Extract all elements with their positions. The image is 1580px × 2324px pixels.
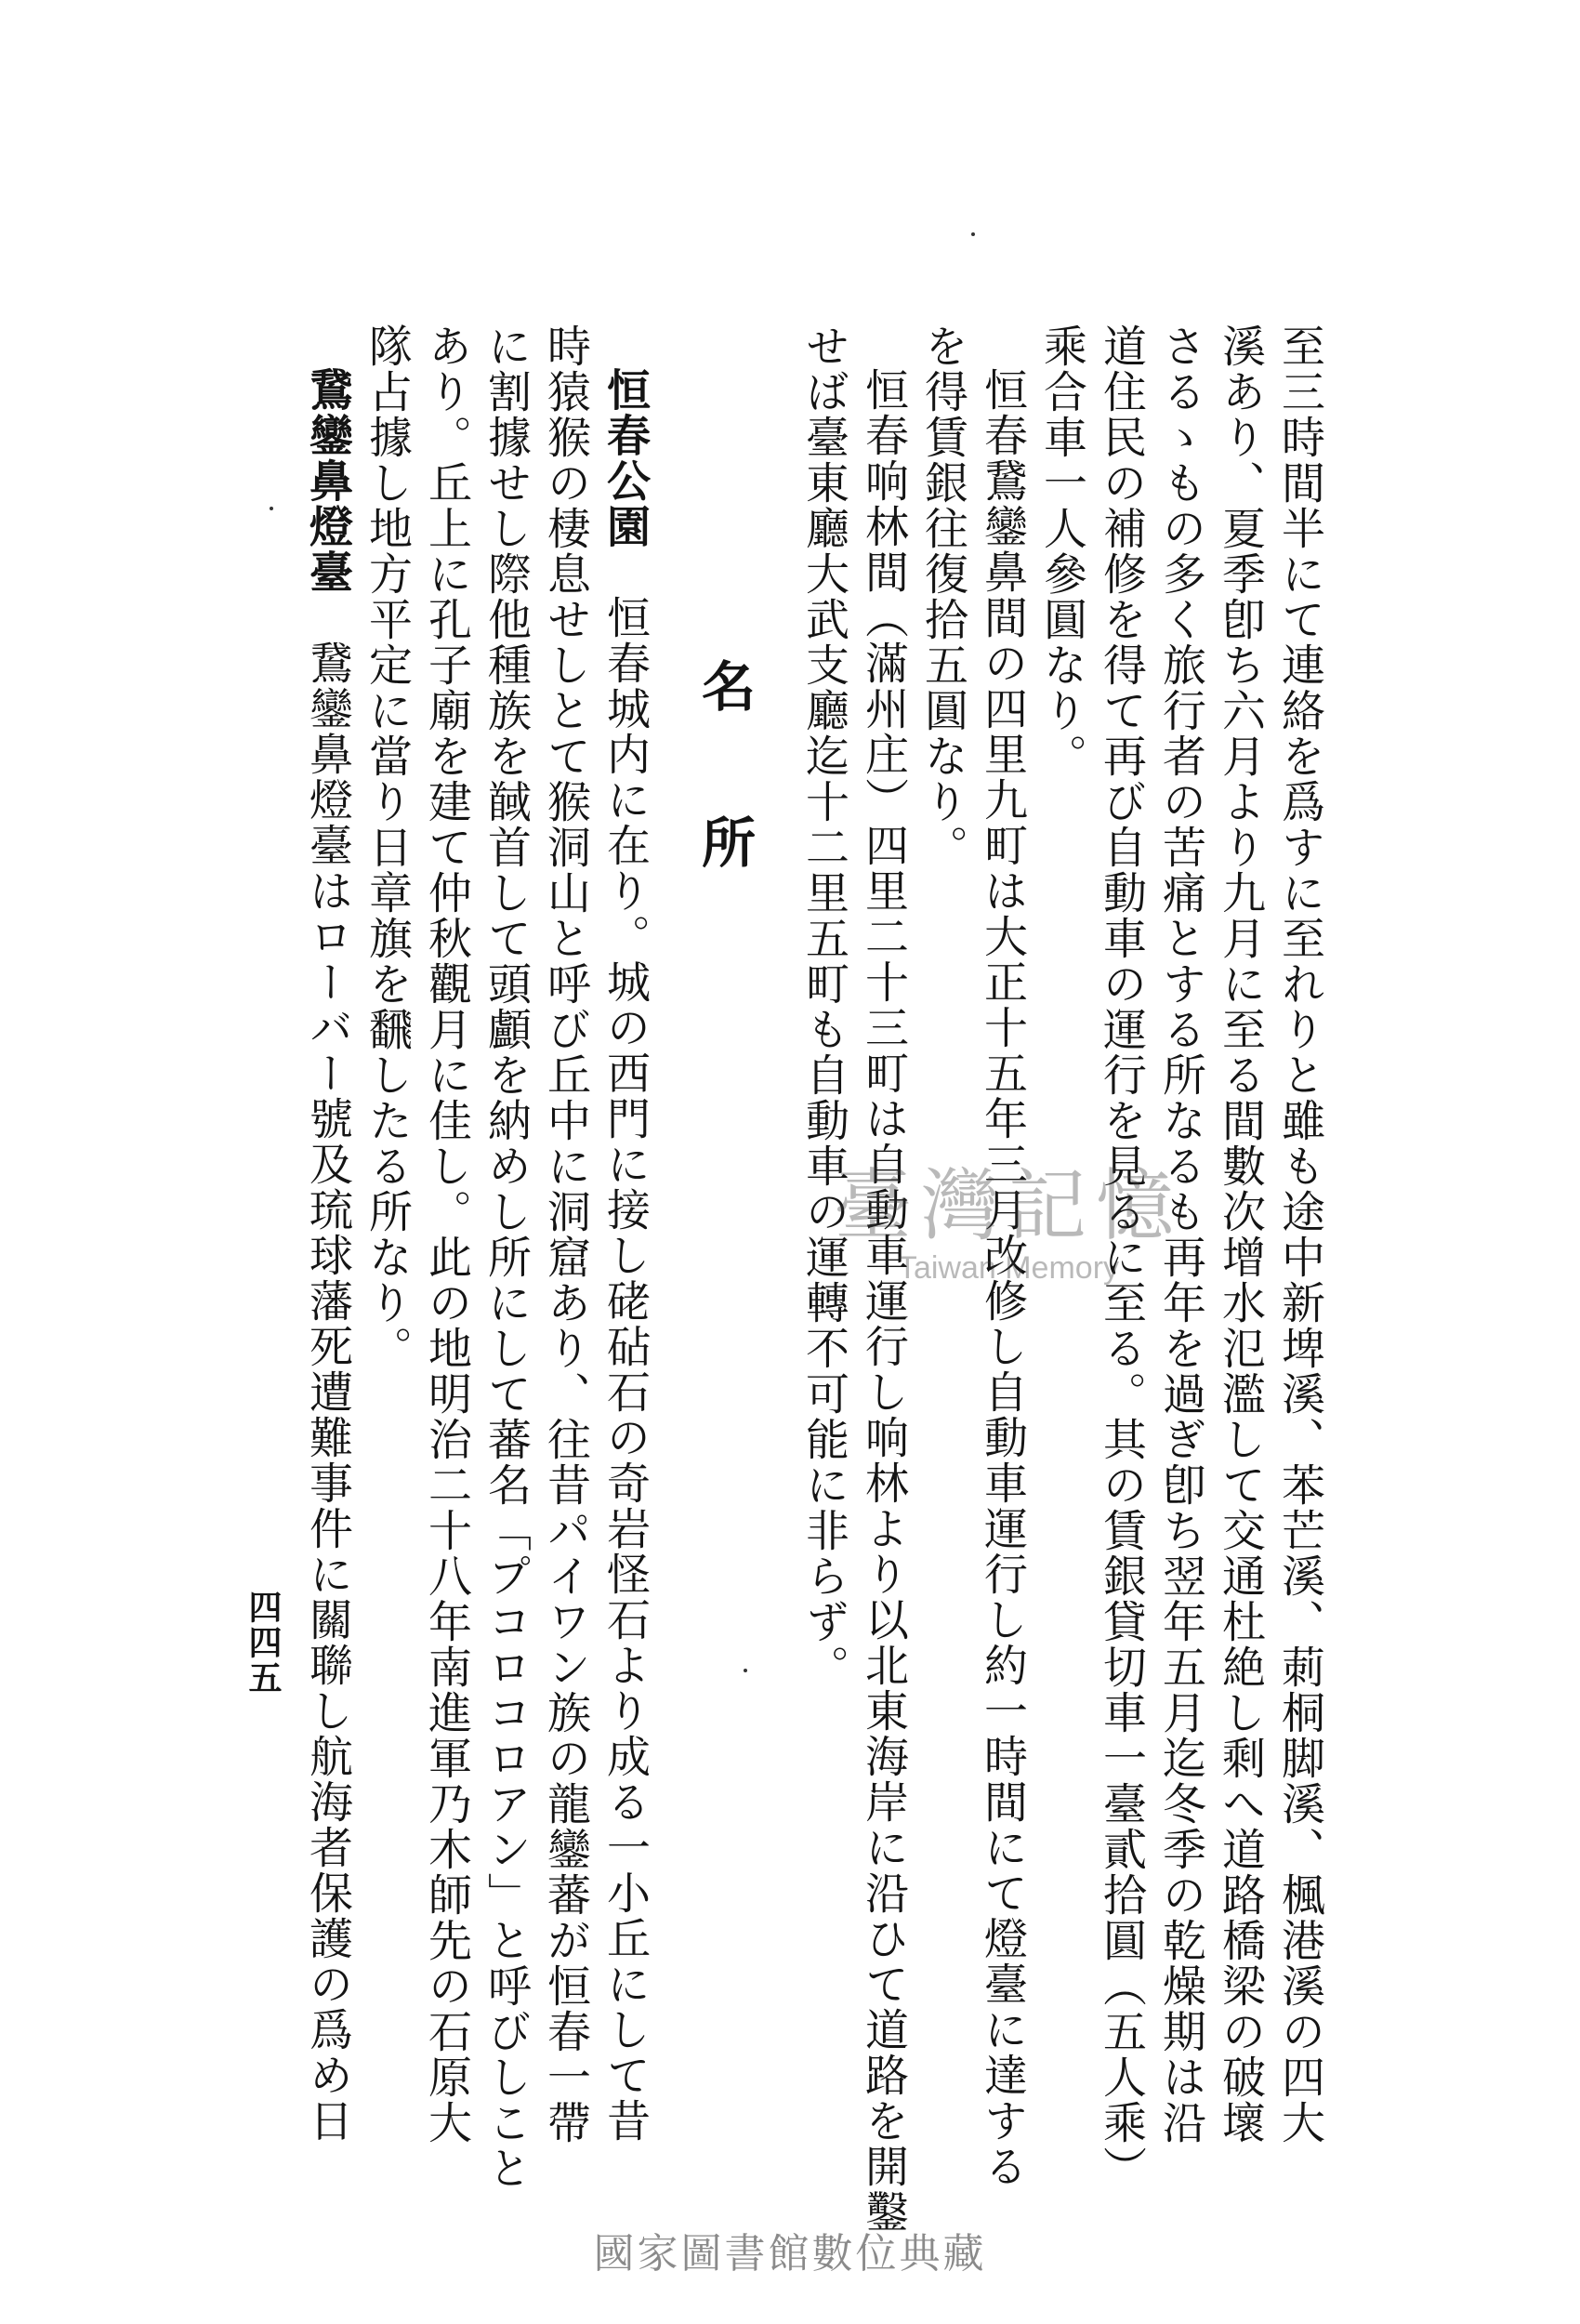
watermark-logo bbox=[804, 1143, 1213, 1287]
text-column: 乘合車一人參圓なり。 bbox=[1036, 324, 1087, 779]
text-column: 時猿猴の棲息せしとて猴洞山と呼び丘中に洞窟あり、往昔パイワン族の龍鑾蕃が恒春一帶 bbox=[540, 324, 591, 2146]
text-column: 恒春响林間（滿州庄）四里二十三町は自動車運行し响林より以北東海岸に沿ひて道路を開鑿 bbox=[858, 367, 909, 2235]
text-column: 恒春城内に在り。城の西門に接し硓砧石の奇岩怪石より成る一小丘にして昔 bbox=[599, 595, 651, 2144]
scan-speck bbox=[744, 1669, 747, 1672]
text-column: 道住民の補修を得て再び自動車の運行を見るに至る。其の賃銀貸切車一臺貳拾圓（五人乘） bbox=[1096, 324, 1147, 2191]
watermark-english: Taiwan Memory bbox=[897, 1250, 1120, 1286]
scan-speck bbox=[971, 232, 975, 236]
watermark-chinese: 臺灣記憶 bbox=[833, 1160, 1183, 1251]
text-column: さるゝもの多く旅行者の苦痛とする所なるも再年を過ぎ卽ち翌年五月迄冬季の乾燥期は沿 bbox=[1155, 324, 1206, 2146]
text-column: 隊占據し地方平定に當り日章旗を飜したる所なり。 bbox=[362, 324, 413, 1371]
section-title: 名所 bbox=[692, 658, 756, 971]
page-number: 四四五 bbox=[244, 1590, 283, 1696]
text-column: 溪あり、夏季卽ち六月より九月に至る間數次增水氾濫して交通杜絶し剩へ道路橋梁の破壞 bbox=[1215, 324, 1266, 2146]
text-column: を得賃銀往復拾五圓なり。 bbox=[917, 324, 968, 870]
scan-speck bbox=[270, 507, 273, 510]
park-entry bbox=[595, 324, 654, 2144]
vertical-text-block bbox=[302, 324, 1329, 2235]
park-heading: 恒春公園 bbox=[599, 367, 651, 549]
text-column: に割據せし際他種族を馘首して頭顱を納めし所にして蕃名「プコロコロアン」と呼びしこと bbox=[481, 324, 532, 2191]
footer-caption: 國家圖書館數位典藏 bbox=[593, 2230, 987, 2278]
lighthouse-heading: 鵞鑾鼻燈臺 bbox=[302, 367, 353, 595]
text-column: せば臺東廳大武支廳迄十二里五町も自動車の運轉不可能に非らず。 bbox=[798, 324, 849, 1690]
text-column: 恒春鵞鑾鼻間の四里九町は大正十五年三月改修し自動車運行し約一時間にて燈臺に達する bbox=[977, 367, 1028, 2189]
lighthouse-entry bbox=[297, 324, 357, 2144]
text-column: あり。丘上に孔子廟を建て仲秋觀月に佳し。此の地明治二十八年南進軍乃木師先の石原大 bbox=[421, 324, 472, 2146]
text-column: 至三時間半にて連絡を爲すに至れりと雖も途中新埤溪、苯芒溪、莿桐脚溪、楓港溪の四大 bbox=[1274, 324, 1325, 2146]
text-column: 鵞鑾鼻燈臺はローバー號及琉球藩死遭難事件に關聯し航海者保護の爲め日 bbox=[302, 640, 353, 2144]
